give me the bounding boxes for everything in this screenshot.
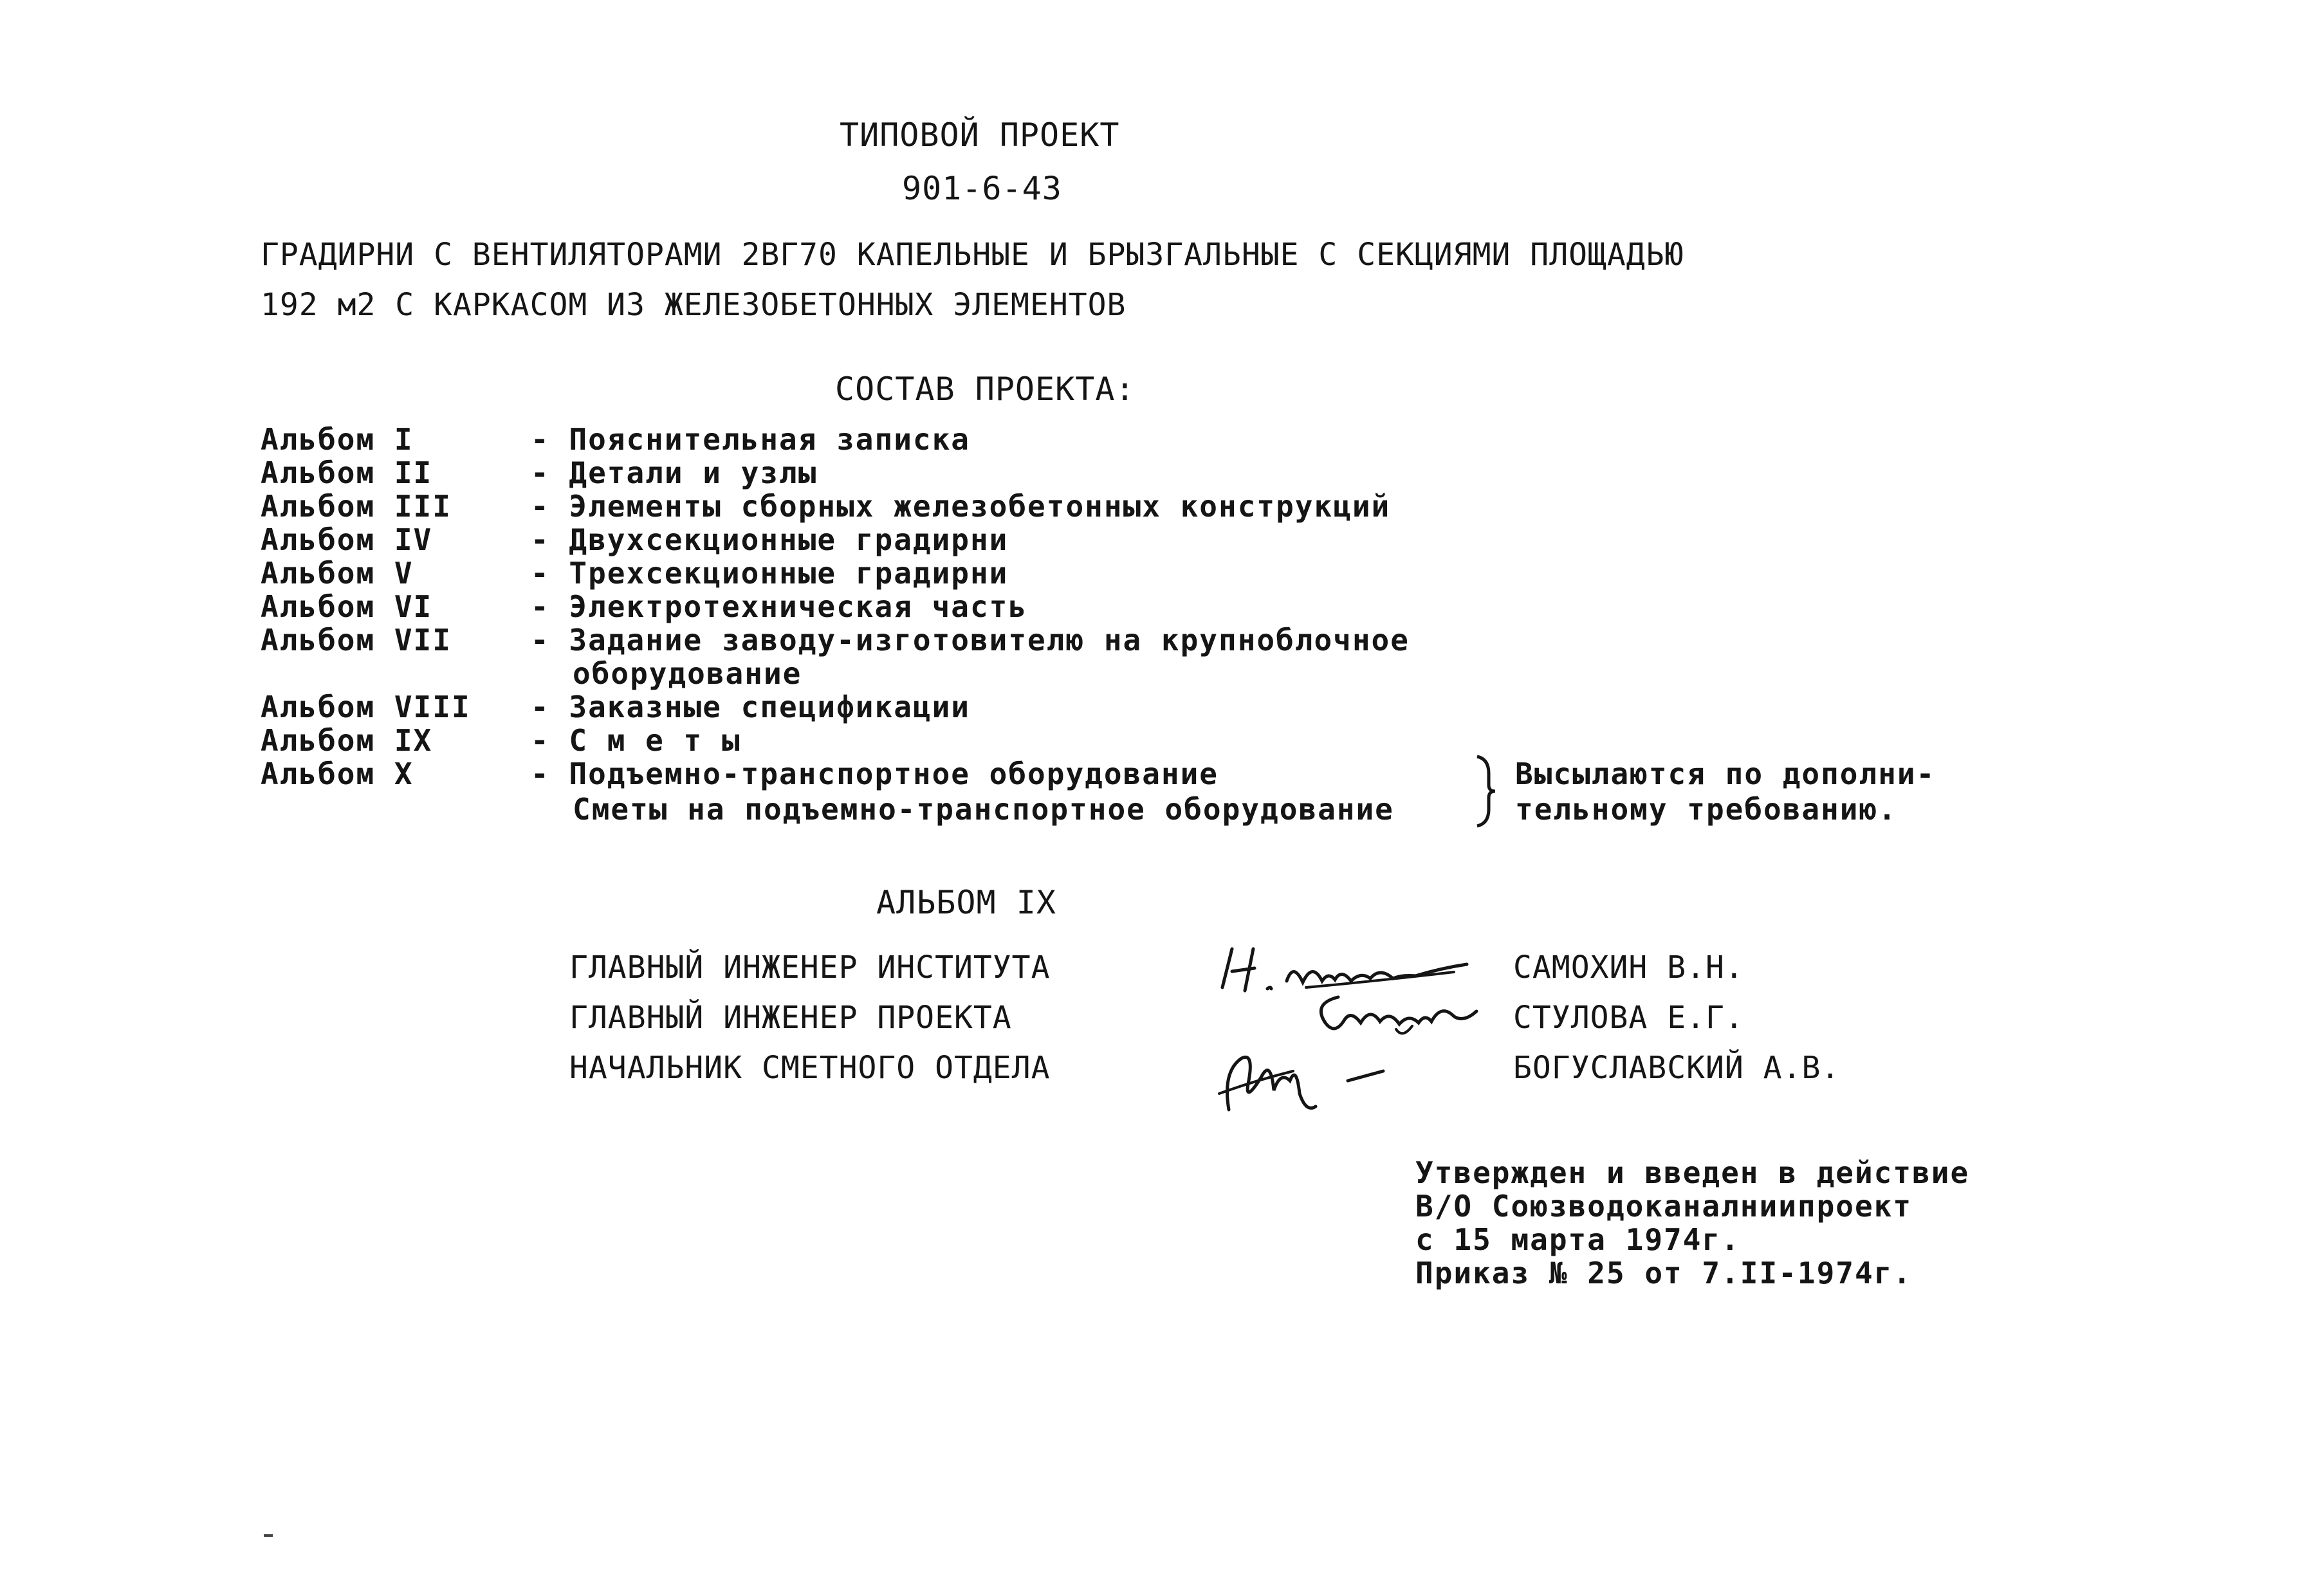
album-description: - Элементы сборных железобетонных конструкций <box>531 489 1391 524</box>
album-description: - Задание заводу-изготовителю на крупноблочное <box>531 623 1410 657</box>
signatory-position: ГЛАВНЫЙ ИНЖЕНЕР ИНСТИТУТА <box>569 949 1051 986</box>
album-label: Альбом VI <box>261 589 433 624</box>
album-description: - Двухсекционные градирни <box>531 522 1009 557</box>
album-label: Альбом IX <box>261 723 433 758</box>
album-label: Альбом V <box>261 556 414 591</box>
signatory-name: СТУЛОВА Е.Г. <box>1513 1000 1744 1036</box>
album-label: Альбом II <box>261 455 433 490</box>
signatory-name: САМОХИН В.Н. <box>1513 949 1744 986</box>
album-label: Альбом VIII <box>261 690 471 724</box>
album-description: - Заказные спецификации <box>531 690 970 724</box>
album-label: Альбом X <box>261 757 414 791</box>
album-label: Альбом I <box>261 422 414 457</box>
signatory-position: ГЛАВНЫЙ ИНЖЕНЕР ПРОЕКТА <box>569 1000 1012 1036</box>
approval-line-2: В/О Союзводоканалниипроект <box>1415 1189 1913 1224</box>
album-description: - Электротехническая часть <box>531 589 1028 624</box>
album-description: Сметы на подъемно-транспортное оборудование <box>573 792 1394 827</box>
signatory-name: БОГУСЛАВСКИЙ А.В. <box>1513 1050 1841 1086</box>
album-description: - Детали и узлы <box>531 455 818 490</box>
project-title-line-2: 192 м2 С КАРКАСОМ ИЗ ЖЕЛЕЗОБЕТОННЫХ ЭЛЕМЕНТОВ <box>261 287 1127 323</box>
on-request-note-line-2: тельному требованию. <box>1515 792 1897 827</box>
current-album-label: АЛЬБОМ IX <box>876 884 1056 921</box>
project-type-label: ТИПОВОЙ ПРОЕКТ <box>840 116 1120 154</box>
project-number: 901-6-43 <box>902 170 1062 207</box>
album-label: Альбом IV <box>261 522 433 557</box>
approval-line-1: Утвержден и введен в действие <box>1415 1155 1970 1190</box>
brace-icon <box>1473 754 1499 829</box>
album-description: оборудование <box>573 656 802 691</box>
on-request-note-line-1: Высылаются по дополни- <box>1515 757 1936 791</box>
album-description: - С м е т ы <box>531 723 741 758</box>
album-description: - Подъемно-транспортное оборудование <box>531 757 1219 791</box>
composition-heading: СОСТАВ ПРОЕКТА: <box>835 371 1136 408</box>
handwritten-signature-3 <box>1210 1032 1403 1123</box>
approval-line-4: Приказ № 25 от 7.II-1974г. <box>1415 1256 1913 1290</box>
signatory-position: НАЧАЛЬНИК СМЕТНОГО ОТДЕЛА <box>569 1050 1051 1086</box>
album-description: - Трехсекционные градирни <box>531 556 1009 591</box>
approval-line-3: с 15 марта 1974г. <box>1415 1222 1740 1257</box>
album-label: Альбом VII <box>261 623 452 657</box>
album-description: - Пояснительная записка <box>531 422 970 457</box>
album-label: Альбом III <box>261 489 452 524</box>
scan-speck <box>264 1534 273 1537</box>
project-title-line-1: ГРАДИРНИ С ВЕНТИЛЯТОРАМИ 2ВГ70 КАПЕЛЬНЫЕ И БРЫЗГАЛЬНЫЕ С СЕКЦИЯМИ ПЛОЩАДЬЮ <box>261 237 1684 273</box>
